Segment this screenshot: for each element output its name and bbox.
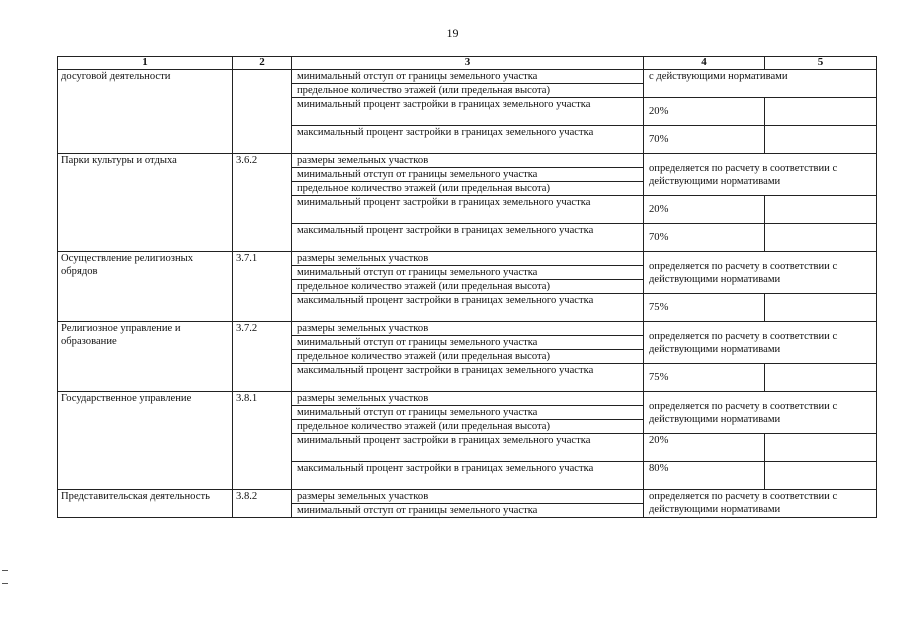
page-number: 19: [446, 26, 459, 40]
param-size-cell: размеры земельных участков: [292, 490, 644, 504]
value-max-pct-cell: 70%: [644, 224, 765, 252]
param-size-cell: размеры земельных участков: [292, 392, 644, 406]
param-max-pct-cell: максимальный процент застройки в границах земельного участка: [292, 462, 644, 490]
table-row: [58, 392, 877, 406]
use-code-cell: 3.8.1: [233, 392, 292, 490]
value-calc-cell: определяется по расчету в соответствии с действующими нормативами: [644, 392, 877, 434]
param-size-cell: размеры земельных участков: [292, 154, 644, 168]
param-max-pct-cell: максимальный процент застройки в границах земельного участка: [292, 294, 644, 322]
value-min-pct-cell: 20%: [644, 98, 765, 126]
margin-mark: [2, 570, 8, 584]
value-calc-cell: определяется по расчету в соответствии с действующими нормативами: [644, 154, 877, 196]
value-max-pct-cell: 70%: [644, 126, 765, 154]
param-indent-cell: минимальный отступ от границы земельного участка: [292, 266, 644, 280]
value-max-pct-cell: 80%: [644, 462, 765, 490]
value-calc-cell: определяется по расчету в соответствии с действующими нормативами: [644, 322, 877, 364]
param-min-pct-cell: минимальный процент застройки в границах земельного участка: [292, 196, 644, 224]
param-indent-cell: минимальный отступ от границы земельного участка: [292, 504, 644, 518]
param-size-cell: размеры земельных участков: [292, 322, 644, 336]
value-max-pct-cell: 75%: [644, 364, 765, 392]
table-row: [58, 70, 877, 84]
use-name-cell: Религиозное управление и образование: [58, 322, 233, 392]
empty-cell: [765, 462, 877, 490]
table-row: [58, 490, 877, 504]
empty-cell: [765, 364, 877, 392]
use-name-cell: Представительская деятельность: [58, 490, 233, 518]
header-col-1: 1: [58, 57, 233, 70]
param-indent-cell: минимальный отступ от границы земельного участка: [292, 168, 644, 182]
param-min-pct-cell: минимальный процент застройки в границах земельного участка: [292, 434, 644, 462]
param-floors-cell: предельное количество этажей (или предельная высота): [292, 420, 644, 434]
table-row: [58, 252, 877, 266]
value-calc-cell: определяется по расчету в соответствии с действующими нормативами: [644, 252, 877, 294]
value-min-pct-cell: 20%: [644, 196, 765, 224]
use-code-cell: 3.7.2: [233, 322, 292, 392]
table-row: [58, 322, 877, 336]
param-min-pct-cell: минимальный процент застройки в границах земельного участка: [292, 98, 644, 126]
param-indent-cell: минимальный отступ от границы земельного участка: [292, 336, 644, 350]
empty-cell: [765, 434, 877, 462]
table-row: [58, 154, 877, 168]
use-name-cell: Государственное управление: [58, 392, 233, 490]
param-max-pct-cell: максимальный процент застройки в границах земельного участка: [292, 126, 644, 154]
empty-cell: [765, 224, 877, 252]
empty-cell: [765, 196, 877, 224]
header-col-2: 2: [233, 57, 292, 70]
value-calc-cell: с действующими нормативами: [644, 70, 877, 98]
empty-cell: [765, 294, 877, 322]
param-indent-cell: минимальный отступ от границы земельного участка: [292, 406, 644, 420]
header-col-5: 5: [765, 57, 877, 70]
param-size-cell: размеры земельных участков: [292, 252, 644, 266]
use-code-cell: [233, 70, 292, 154]
param-floors-cell: предельное количество этажей (или предельная высота): [292, 84, 644, 98]
use-name-cell: Парки культуры и отдыха: [58, 154, 233, 252]
use-code-cell: 3.7.1: [233, 252, 292, 322]
param-floors-cell: предельное количество этажей (или предельная высота): [292, 280, 644, 294]
param-floors-cell: предельное количество этажей (или предельная высота): [292, 350, 644, 364]
empty-cell: [765, 126, 877, 154]
header-row: [58, 57, 877, 70]
param-indent-cell: минимальный отступ от границы земельного участка: [292, 70, 644, 84]
use-code-cell: 3.8.2: [233, 490, 292, 518]
empty-cell: [765, 98, 877, 126]
param-max-pct-cell: максимальный процент застройки в границах земельного участка: [292, 224, 644, 252]
value-calc-cell: определяется по расчету в соответствии с действующими нормативами: [644, 490, 877, 518]
use-name-cell: Осуществление религиозных обрядов: [58, 252, 233, 322]
value-max-pct-cell: 75%: [644, 294, 765, 322]
use-code-cell: 3.6.2: [233, 154, 292, 252]
param-floors-cell: предельное количество этажей (или предельная высота): [292, 182, 644, 196]
value-min-pct-cell: 20%: [644, 434, 765, 462]
header-col-3: 3: [292, 57, 644, 70]
header-col-4: 4: [644, 57, 765, 70]
regulations-table: [57, 56, 877, 518]
param-max-pct-cell: максимальный процент застройки в границах земельного участка: [292, 364, 644, 392]
use-name-cell: досуговой деятельности: [58, 70, 233, 154]
